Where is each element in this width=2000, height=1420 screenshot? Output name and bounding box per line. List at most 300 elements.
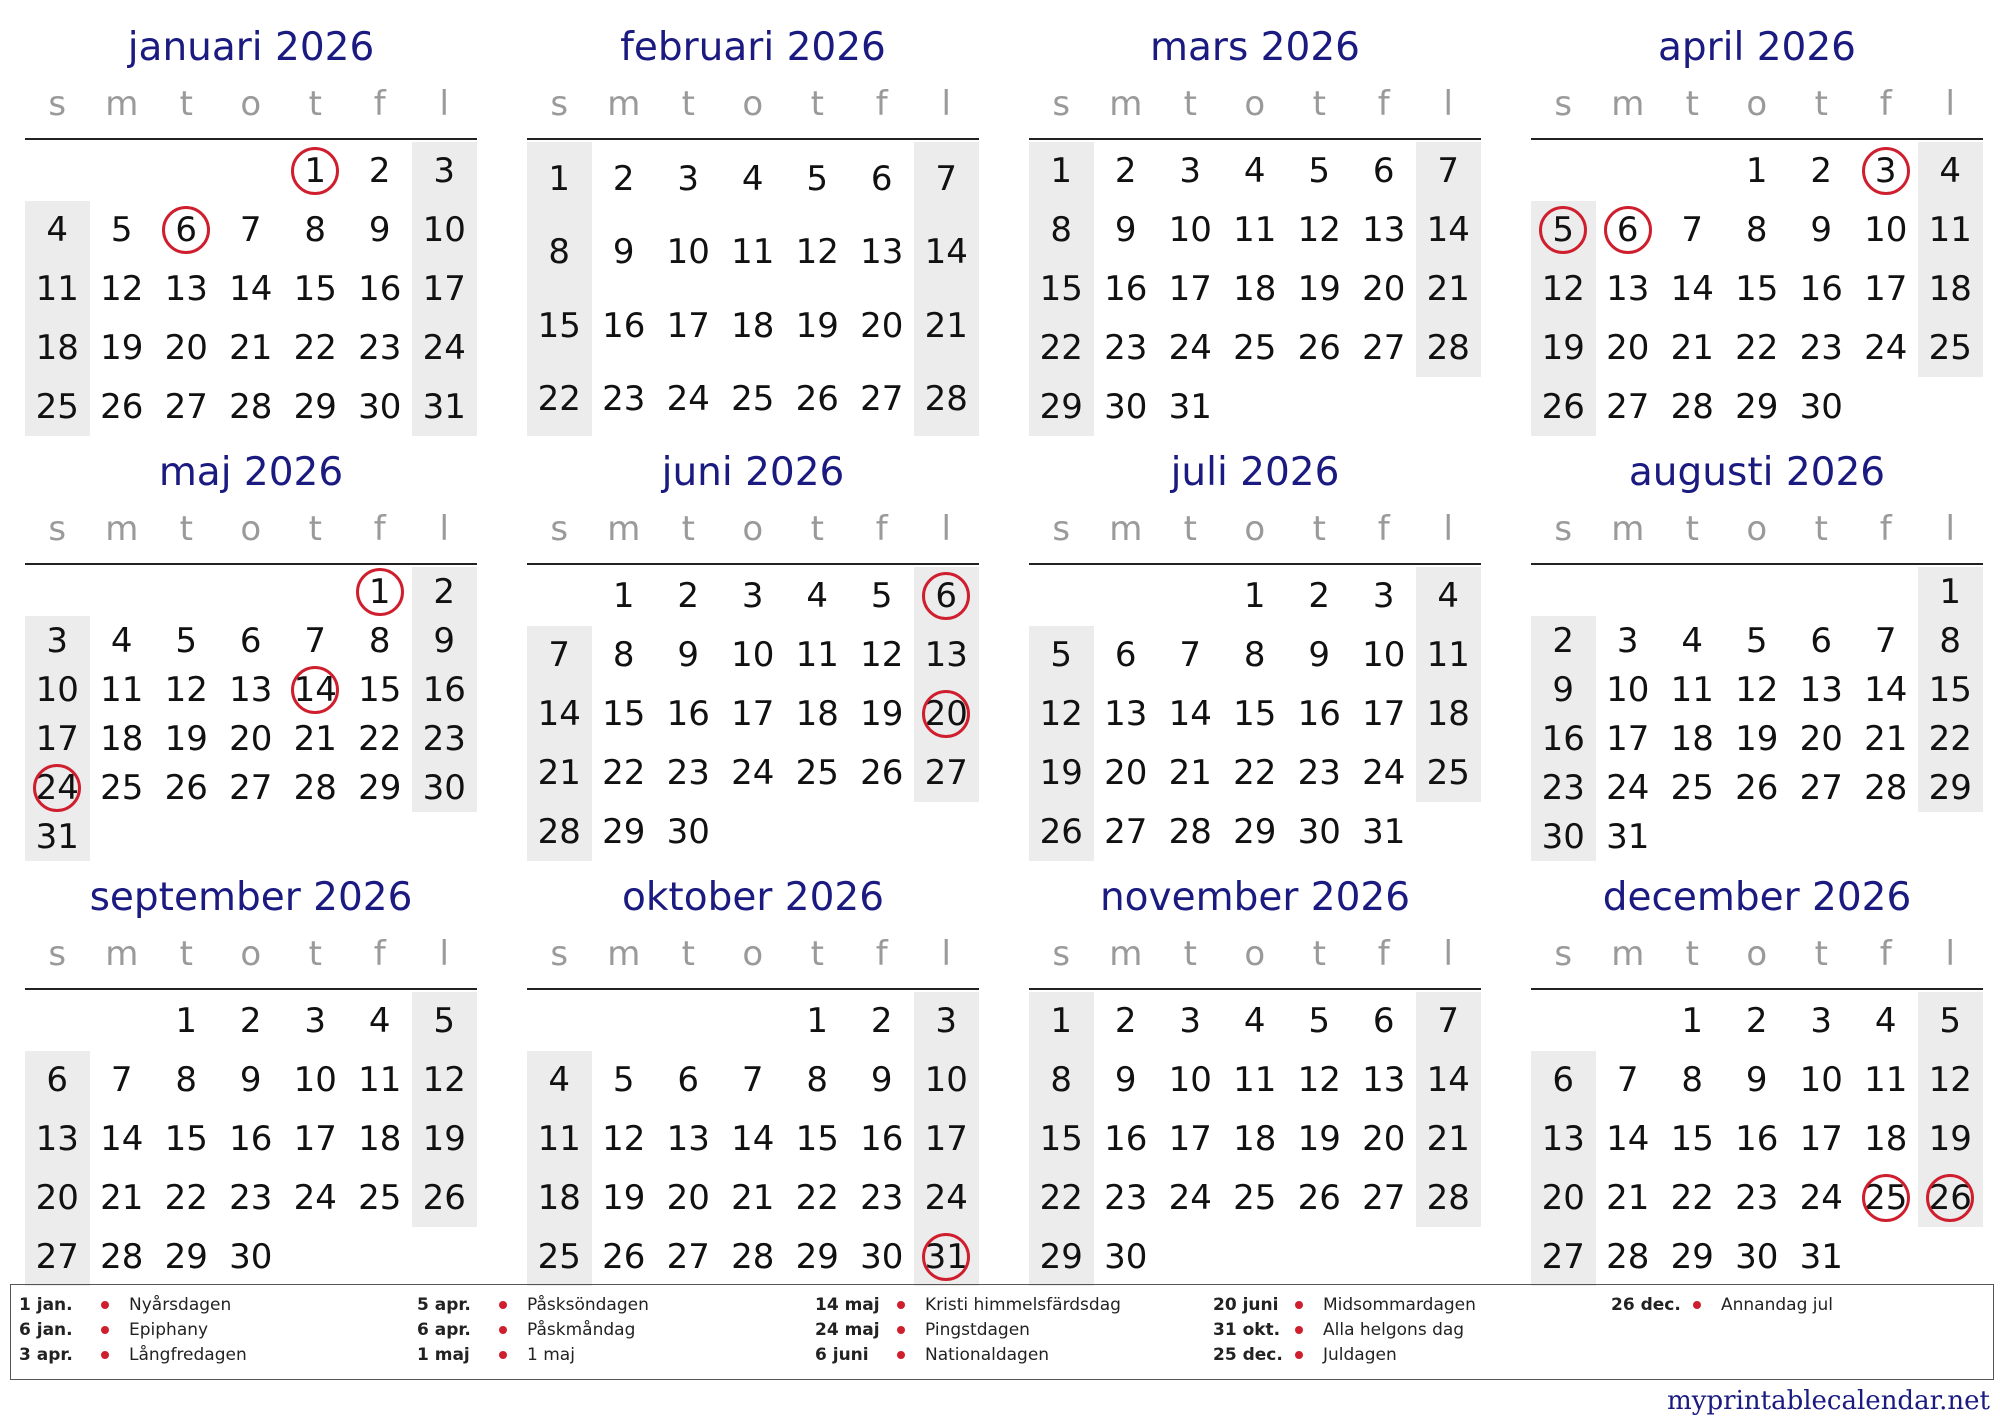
day-cell: 16 — [229, 1119, 273, 1159]
weekday-header: m — [1611, 509, 1645, 549]
day-cell: 18 — [1864, 1119, 1908, 1159]
weekday-header: s — [48, 509, 67, 549]
day-cell: 29 — [164, 1236, 208, 1277]
day-cell: 18 — [35, 327, 79, 368]
day-cell: 30 — [666, 811, 710, 852]
day-cell: 2 — [612, 158, 635, 199]
holiday-dot-icon — [897, 1351, 905, 1359]
weekday-header: f — [875, 934, 888, 974]
day-cell: 20 — [164, 327, 208, 368]
day-cell: 11 — [537, 1119, 581, 1159]
holiday-dot-icon — [101, 1351, 109, 1359]
day-cell: 4 — [368, 1001, 391, 1042]
day-cell: 5 — [1552, 210, 1575, 251]
day-cell: 10 — [666, 232, 710, 273]
weekday-header: t — [810, 934, 824, 974]
day-cell: 13 — [1362, 1060, 1406, 1101]
day-cell: 8 — [806, 1060, 829, 1101]
day-cell: 5 — [1308, 1001, 1331, 1042]
holiday-dot-icon — [101, 1326, 109, 1334]
day-cell: 27 — [666, 1236, 710, 1277]
day-cell: 24 — [666, 379, 710, 420]
holiday-marker — [1862, 1174, 1910, 1222]
day-cell: 26 — [164, 767, 208, 808]
day-cell: 6 — [175, 210, 198, 251]
weekday-header: f — [1879, 84, 1892, 124]
legend-name: Alla helgons dag — [1323, 1320, 1465, 1340]
day-cell: 9 — [1745, 1060, 1768, 1101]
day-cell: 3 — [304, 1001, 327, 1042]
day-cell: 10 — [1168, 1060, 1212, 1101]
month-title: mars 2026 — [1150, 25, 1360, 70]
header-divider — [25, 138, 477, 140]
weekday-header: o — [742, 934, 764, 974]
day-cell: 24 — [1864, 327, 1908, 368]
day-cell: 11 — [1426, 635, 1470, 676]
day-cell: 7 — [1616, 1060, 1639, 1101]
day-cell: 15 — [1928, 669, 1972, 710]
month-title: maj 2026 — [158, 450, 344, 495]
day-cell: 6 — [1372, 1001, 1395, 1042]
day-cell: 12 — [1541, 269, 1585, 309]
day-cell: 23 — [229, 1177, 273, 1218]
weekday-header: m — [1611, 84, 1645, 124]
day-cell: 12 — [795, 232, 839, 273]
day-cell: 24 — [293, 1177, 337, 1218]
day-cell: 21 — [1426, 1119, 1470, 1159]
legend-date: 3 apr. — [19, 1345, 73, 1365]
day-cell: 24 — [1799, 1177, 1843, 1218]
holiday-marker — [1862, 147, 1910, 195]
day-cell: 30 — [1104, 386, 1148, 427]
holiday-dot-icon — [1295, 1326, 1303, 1334]
month-title: augusti 2026 — [1628, 450, 1886, 495]
day-cell: 20 — [1362, 269, 1406, 309]
day-cell: 13 — [924, 635, 968, 676]
day-cell: 16 — [666, 694, 710, 734]
holiday-dot-icon — [499, 1351, 507, 1359]
day-cell: 9 — [1114, 210, 1137, 251]
day-cell: 16 — [1297, 694, 1341, 734]
day-cell: 22 — [795, 1177, 839, 1218]
day-cell: 11 — [358, 1060, 402, 1101]
weekday-header: f — [373, 509, 386, 549]
day-cell: 15 — [164, 1119, 208, 1159]
month-title: april 2026 — [1657, 25, 1856, 70]
day-cell: 12 — [1039, 694, 1083, 734]
day-cell: 23 — [1735, 1177, 1779, 1218]
day-cell: 10 — [731, 635, 775, 676]
day-cell: 3 — [677, 158, 700, 199]
day-cell: 29 — [358, 767, 402, 808]
weekday-header: t — [308, 509, 322, 549]
legend-date: 6 apr. — [417, 1320, 471, 1340]
day-cell: 27 — [35, 1236, 79, 1277]
day-cell: 28 — [924, 379, 968, 420]
day-cell: 6 — [1372, 151, 1395, 192]
legend-date: 20 juni — [1213, 1295, 1279, 1315]
day-cell: 21 — [1168, 752, 1212, 793]
day-cell: 15 — [1039, 1119, 1083, 1159]
holiday-dot-icon — [1693, 1301, 1701, 1309]
day-cell: 6 — [1810, 620, 1833, 661]
legend-date: 14 maj — [815, 1295, 880, 1315]
day-cell: 25 — [795, 752, 839, 793]
legend-name: Juldagen — [1323, 1345, 1397, 1365]
day-cell: 27 — [1606, 386, 1650, 427]
day-cell: 15 — [537, 305, 581, 346]
day-cell: 6 — [1616, 210, 1639, 251]
day-cell: 30 — [358, 386, 402, 427]
day-cell: 13 — [1362, 210, 1406, 251]
day-cell: 25 — [1928, 327, 1972, 368]
day-cell: 13 — [666, 1119, 710, 1159]
legend-name: Pingstdagen — [925, 1320, 1030, 1340]
day-cell: 8 — [1745, 210, 1768, 251]
day-cell: 17 — [1864, 269, 1908, 309]
day-cell: 15 — [358, 669, 402, 710]
header-divider — [1531, 138, 1983, 140]
day-cell: 25 — [1233, 327, 1277, 368]
legend-date: 24 maj — [815, 1320, 880, 1340]
day-cell: 18 — [1233, 269, 1277, 309]
weekday-header: t — [681, 509, 695, 549]
day-cell: 23 — [602, 379, 646, 420]
day-cell: 10 — [293, 1060, 337, 1101]
day-cell: 29 — [293, 386, 337, 427]
day-cell: 28 — [100, 1236, 144, 1277]
holiday-marker — [922, 690, 970, 738]
day-cell: 20 — [1104, 752, 1148, 793]
weekday-header: l — [439, 509, 449, 549]
day-cell: 25 — [100, 767, 144, 808]
brand-link[interactable]: myprintablecalendar.net — [1667, 1386, 1990, 1416]
day-cell: 5 — [612, 1060, 635, 1101]
day-cell: 30 — [1735, 1236, 1779, 1277]
day-cell: 16 — [1104, 269, 1148, 309]
day-cell: 21 — [100, 1177, 144, 1218]
header-divider — [1029, 138, 1481, 140]
day-cell: 13 — [1104, 694, 1148, 734]
weekday-header: f — [875, 509, 888, 549]
day-cell: 28 — [731, 1236, 775, 1277]
weekday-header: s — [48, 934, 67, 974]
day-cell: 20 — [924, 694, 968, 734]
day-cell: 20 — [666, 1177, 710, 1218]
weekday-header: s — [550, 84, 569, 124]
day-cell: 26 — [1297, 1177, 1341, 1218]
day-cell: 20 — [35, 1177, 79, 1218]
weekday-header: s — [550, 509, 569, 549]
day-cell: 11 — [35, 269, 79, 309]
day-cell: 21 — [537, 752, 581, 793]
day-cell: 22 — [1670, 1177, 1714, 1218]
weekday-header: t — [1183, 934, 1197, 974]
holiday-marker — [1604, 206, 1652, 254]
day-cell: 13 — [35, 1119, 79, 1159]
day-cell: 9 — [239, 1060, 262, 1101]
day-cell: 11 — [100, 669, 144, 710]
day-cell: 22 — [602, 752, 646, 793]
day-cell: 14 — [1864, 669, 1908, 710]
weekday-header: s — [1052, 509, 1071, 549]
day-cell: 4 — [741, 158, 764, 199]
day-cell: 14 — [100, 1119, 144, 1159]
day-cell: 22 — [537, 379, 581, 420]
holiday-dot-icon — [101, 1301, 109, 1309]
weekday-header: f — [373, 84, 386, 124]
day-cell: 12 — [860, 635, 904, 676]
weekday-header: l — [941, 509, 951, 549]
day-cell: 24 — [1362, 752, 1406, 793]
holiday-marker — [33, 764, 81, 812]
holiday-dot-icon — [499, 1326, 507, 1334]
day-cell: 20 — [1362, 1119, 1406, 1159]
day-cell: 7 — [239, 210, 262, 251]
month-title: oktober 2026 — [621, 875, 885, 920]
day-cell: 26 — [602, 1236, 646, 1277]
day-cell: 14 — [731, 1119, 775, 1159]
day-cell: 14 — [1168, 694, 1212, 734]
legend-date: 1 jan. — [19, 1295, 73, 1315]
day-cell: 23 — [1104, 1177, 1148, 1218]
day-cell: 27 — [1362, 327, 1406, 368]
day-cell: 19 — [795, 305, 839, 346]
holiday-marker — [356, 568, 404, 616]
day-cell: 7 — [1437, 151, 1460, 192]
day-cell: 26 — [100, 386, 144, 427]
day-cell: 12 — [1735, 669, 1779, 710]
weekday-header: o — [1746, 509, 1768, 549]
day-cell: 27 — [860, 379, 904, 420]
day-cell: 25 — [35, 386, 79, 427]
day-cell: 7 — [1681, 210, 1704, 251]
weekday-header: l — [439, 934, 449, 974]
weekday-header: m — [105, 934, 139, 974]
weekday-header: m — [607, 509, 641, 549]
day-cell: 9 — [870, 1060, 893, 1101]
header-divider — [1531, 563, 1983, 565]
day-cell: 17 — [731, 694, 775, 734]
legend-date: 6 jan. — [19, 1320, 73, 1340]
day-cell: 14 — [229, 269, 273, 309]
day-cell: 31 — [35, 816, 79, 857]
day-cell: 2 — [1552, 620, 1575, 661]
day-cell: 4 — [1874, 1001, 1897, 1042]
day-cell: 20 — [1606, 327, 1650, 368]
day-cell: 31 — [1168, 386, 1212, 427]
day-cell: 1 — [1050, 1001, 1073, 1042]
month-title: januari 2026 — [127, 25, 375, 70]
header-divider — [527, 988, 979, 990]
day-cell: 5 — [1939, 1001, 1962, 1042]
day-cell: 19 — [164, 718, 208, 759]
day-cell: 31 — [1606, 816, 1650, 857]
day-cell: 26 — [1928, 1177, 1972, 1218]
day-cell: 30 — [1297, 811, 1341, 852]
day-cell: 17 — [924, 1119, 968, 1159]
holiday-marker — [922, 1233, 970, 1281]
day-cell: 7 — [1874, 620, 1897, 661]
day-cell: 28 — [1606, 1236, 1650, 1277]
day-cell: 8 — [1050, 210, 1073, 251]
weekday-header: s — [1554, 934, 1573, 974]
day-cell: 21 — [1606, 1177, 1650, 1218]
legend-name: Påskmåndag — [527, 1320, 636, 1340]
weekday-header: s — [1554, 509, 1573, 549]
day-cell: 25 — [1670, 767, 1714, 808]
day-cell: 19 — [1928, 1119, 1972, 1159]
day-cell: 4 — [1437, 576, 1460, 617]
day-cell: 21 — [1864, 718, 1908, 759]
weekday-header: f — [1377, 934, 1390, 974]
day-cell: 31 — [1362, 811, 1406, 852]
weekday-header: o — [1244, 509, 1266, 549]
day-cell: 19 — [602, 1177, 646, 1218]
day-cell: 13 — [1606, 269, 1650, 309]
weekday-header: l — [941, 84, 951, 124]
weekday-header: l — [1443, 84, 1453, 124]
day-cell: 1 — [548, 158, 571, 199]
weekday-header: f — [1879, 509, 1892, 549]
legend-name: Påsksöndagen — [527, 1295, 649, 1315]
day-cell: 3 — [1616, 620, 1639, 661]
legend-name: Epiphany — [129, 1320, 209, 1340]
day-cell: 7 — [1437, 1001, 1460, 1042]
day-cell: 9 — [1114, 1060, 1137, 1101]
day-cell: 9 — [677, 635, 700, 676]
day-cell: 30 — [860, 1236, 904, 1277]
day-cell: 30 — [1541, 816, 1585, 857]
day-cell: 11 — [1233, 210, 1277, 251]
weekday-header: l — [1945, 84, 1955, 124]
day-cell: 21 — [229, 327, 273, 368]
day-cell: 31 — [1799, 1236, 1843, 1277]
day-cell: 16 — [860, 1119, 904, 1159]
day-cell: 2 — [1114, 151, 1137, 192]
day-cell: 5 — [110, 210, 133, 251]
day-cell: 22 — [1233, 752, 1277, 793]
day-cell: 5 — [870, 576, 893, 617]
weekday-header: m — [607, 84, 641, 124]
day-cell: 16 — [422, 669, 466, 710]
day-cell: 10 — [422, 210, 466, 251]
day-cell: 12 — [1297, 1060, 1341, 1101]
day-cell: 30 — [1799, 386, 1843, 427]
day-cell: 9 — [1308, 635, 1331, 676]
day-cell: 15 — [795, 1119, 839, 1159]
day-cell: 11 — [1864, 1060, 1908, 1101]
day-cell: 19 — [1297, 269, 1341, 309]
day-cell: 7 — [741, 1060, 764, 1101]
day-cell: 8 — [368, 620, 391, 661]
month-title: december 2026 — [1602, 875, 1912, 920]
day-cell: 6 — [677, 1060, 700, 1101]
holiday-dot-icon — [897, 1301, 905, 1309]
day-cell: 9 — [368, 210, 391, 251]
day-cell: 5 — [1308, 151, 1331, 192]
day-cell: 17 — [1799, 1119, 1843, 1159]
header-divider — [1029, 988, 1481, 990]
weekday-header: m — [1109, 934, 1143, 974]
day-cell: 4 — [1243, 1001, 1266, 1042]
weekday-header: f — [1377, 84, 1390, 124]
weekday-header: l — [1945, 509, 1955, 549]
legend-date: 26 dec. — [1611, 1295, 1681, 1315]
day-cell: 15 — [602, 694, 646, 734]
weekday-header: o — [240, 84, 262, 124]
day-cell: 7 — [548, 635, 571, 676]
day-cell: 1 — [1745, 151, 1768, 192]
day-cell: 12 — [1928, 1060, 1972, 1101]
day-cell: 11 — [731, 232, 775, 273]
day-cell: 2 — [433, 571, 456, 612]
weekday-header: t — [1685, 84, 1699, 124]
weekday-header: t — [308, 934, 322, 974]
legend-date: 6 juni — [815, 1345, 869, 1365]
day-cell: 8 — [548, 232, 571, 273]
day-cell: 2 — [677, 576, 700, 617]
day-cell: 1 — [175, 1001, 198, 1042]
day-cell: 12 — [164, 669, 208, 710]
holiday-dot-icon — [1295, 1351, 1303, 1359]
legend-name: Långfredagen — [129, 1345, 247, 1365]
day-cell: 25 — [1426, 752, 1470, 793]
day-cell: 28 — [1670, 386, 1714, 427]
weekday-header: o — [1746, 84, 1768, 124]
day-cell: 19 — [100, 327, 144, 368]
day-cell: 10 — [1362, 635, 1406, 676]
day-cell: 8 — [1050, 1060, 1073, 1101]
holiday-dot-icon — [1295, 1301, 1303, 1309]
day-cell: 10 — [1606, 669, 1650, 710]
day-cell: 17 — [293, 1119, 337, 1159]
day-cell: 8 — [304, 210, 327, 251]
day-cell: 6 — [239, 620, 262, 661]
day-cell: 4 — [548, 1060, 571, 1101]
month-title: november 2026 — [1099, 875, 1411, 920]
day-cell: 3 — [1874, 151, 1897, 192]
day-cell: 1 — [1681, 1001, 1704, 1042]
day-cell: 2 — [870, 1001, 893, 1042]
holiday-marker — [1926, 1174, 1974, 1222]
day-cell: 15 — [1039, 269, 1083, 309]
legend-name: Midsommardagen — [1323, 1295, 1476, 1315]
day-cell: 16 — [602, 305, 646, 346]
day-cell: 19 — [1039, 752, 1083, 793]
day-cell: 23 — [358, 327, 402, 368]
day-cell: 4 — [806, 576, 829, 617]
day-cell: 18 — [1928, 269, 1972, 309]
header-divider — [25, 988, 477, 990]
day-cell: 3 — [935, 1001, 958, 1042]
day-cell: 26 — [1297, 327, 1341, 368]
day-cell: 2 — [1810, 151, 1833, 192]
weekday-header: f — [1879, 934, 1892, 974]
day-cell: 23 — [666, 752, 710, 793]
day-cell: 14 — [1426, 210, 1470, 251]
day-cell: 25 — [358, 1177, 402, 1218]
weekday-header: m — [1109, 509, 1143, 549]
day-cell: 10 — [1864, 210, 1908, 251]
day-cell: 12 — [602, 1119, 646, 1159]
weekday-header: t — [1814, 934, 1828, 974]
day-cell: 2 — [368, 151, 391, 192]
day-cell: 18 — [358, 1119, 402, 1159]
legend-date: 1 maj — [417, 1345, 470, 1365]
legend-date: 5 apr. — [417, 1295, 471, 1315]
day-cell: 7 — [304, 620, 327, 661]
